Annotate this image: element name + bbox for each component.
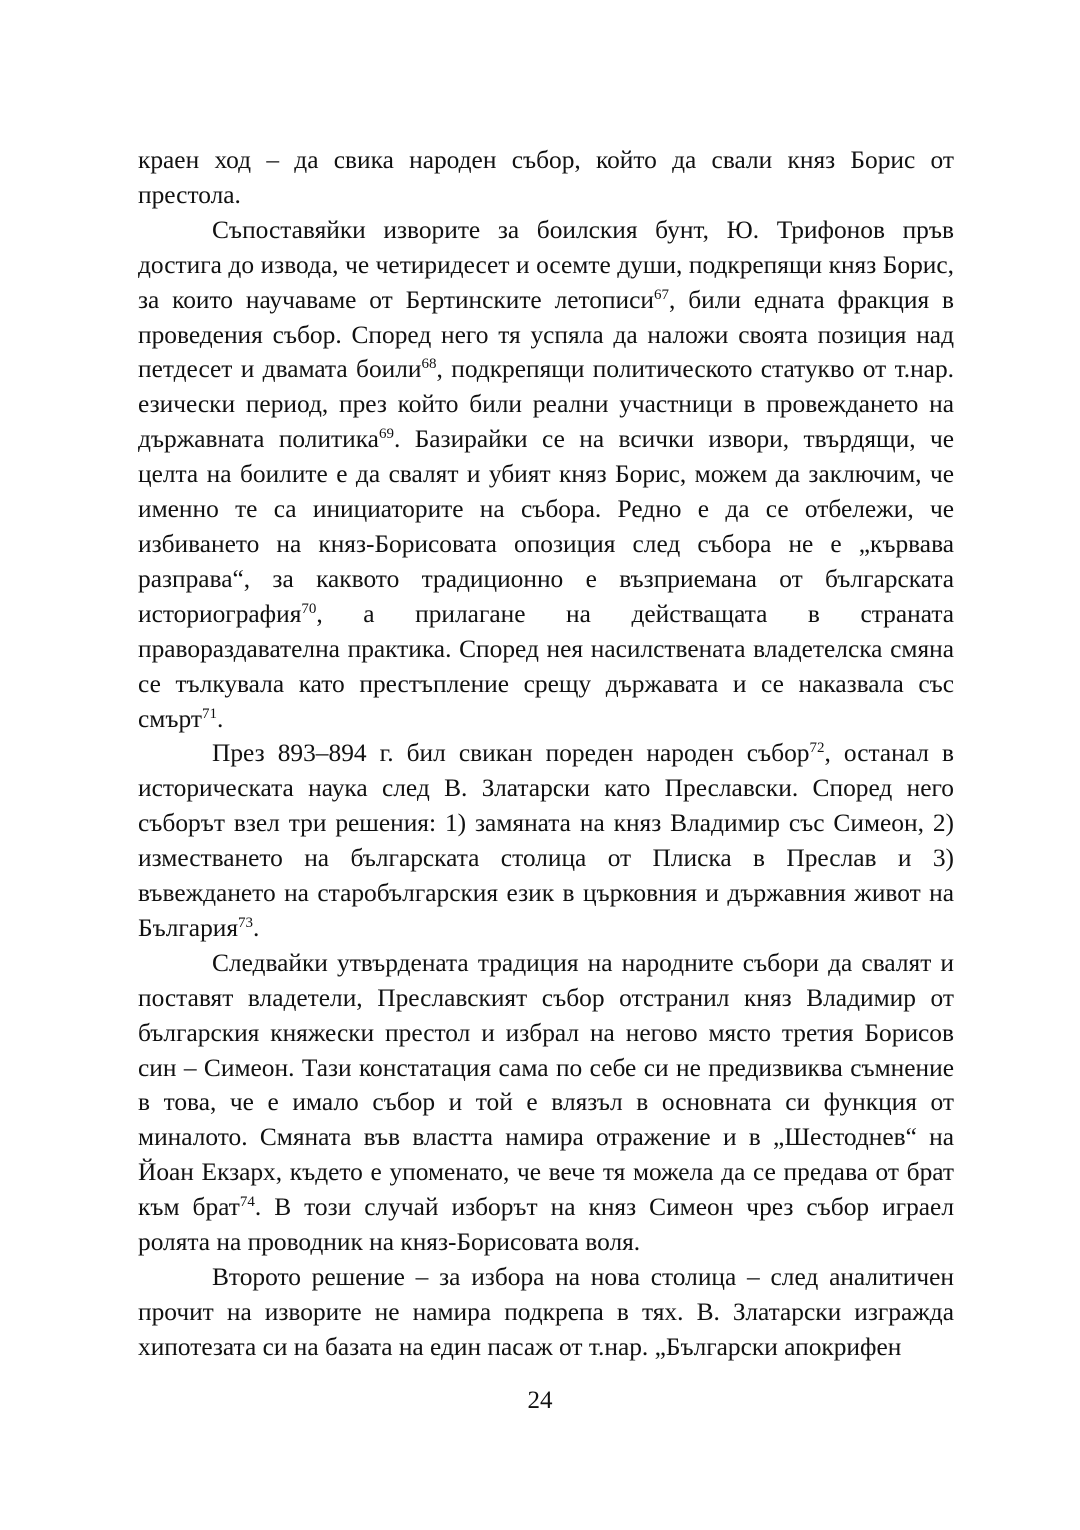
footnote-ref: 73 xyxy=(238,914,254,931)
paragraph xyxy=(138,213,954,737)
text-run: , останал в историческата наука след В. Златарски като Преславски. Според него съборът взел три решения: 1) замяната на княз Владимир със Симеон, 2) изместването на българската столица от Плиска в Преслав и 3) въвеждането на старобългарския език в църковния и държавния живот на България xyxy=(138,739,954,942)
paragraph xyxy=(138,736,954,945)
text-run: , били едната фракция в проведения събор. Според него тя успяла да наложи своята позиция над петдесет и двамата боили xyxy=(138,285,954,384)
footnote-ref: 68 xyxy=(421,356,437,373)
footnote-ref: 67 xyxy=(654,286,670,303)
text-run: През 893–894 г. бил свикан пореден народен събор xyxy=(212,739,810,768)
text-run: краен ход – да свика народен събор, който да свали княз Борис от престола. xyxy=(138,146,954,209)
paragraph xyxy=(138,1260,954,1365)
text-run: Второто решение – за избора на нова столица – след аналитичен прочит на изворите не намира подкрепа в тях. В. Златарски изгражда хипотезата си на базата на един пасаж от т.нар. „Български апокрифен xyxy=(138,1263,954,1361)
text-run: . В този случай изборът на княз Симеон чрез събор играел ролята на проводник на княз-Борисовата воля. xyxy=(138,1193,954,1257)
text-run: . Базирайки се на всички извори, твърдящи, че целта на боилите е да свалят и убият княз Борис, можем да заключим, че именно те са инициаторите на събора. Редно е да се отбележи, че избиването на княз-Борисовата опозиция след събора не е „кървава разправа“, за каквото традиционно е възприемана от българската историография xyxy=(138,425,954,628)
text-run: , а прилагане на действащата в страната правораздавателна практика. Според нея насилствената владетелска смяна се тълкувала като престъпление срещу държавата и се наказвала със смърт xyxy=(138,599,954,733)
page-number: 24 xyxy=(527,1387,553,1414)
text-run: , подкрепящи политическото статукво от т.нар. езически период, през който били реални участници в провеждането на държавната политика xyxy=(138,355,954,454)
footnote-ref: 69 xyxy=(378,426,394,443)
paragraph xyxy=(138,143,954,213)
text-run: Следвайки утвърдената традиция на народните събори да свалят и поставят владетели, Преславският събор отстранил княз Владимир от българския княжески престол и избрал на негово място третия Борисов син – Симеон. Тази констатация сама по себе си не предизвиква съмнение в това, че е имало събор и той е влязъл в основната си функция от миналото. Смяната във властта намира отражение и в „Шестоднев“ на Йоан Екзарх, където е упоменато, че вече тя можела да се предава от брат към брат xyxy=(138,948,954,1222)
text-run: . xyxy=(253,913,260,942)
body-text xyxy=(138,143,954,1365)
paragraph xyxy=(138,946,954,1260)
footnote-ref: 71 xyxy=(201,705,217,722)
footnote-ref: 70 xyxy=(301,600,317,617)
text-run: Съпоставяйки изворите за боилския бунт, Ю. Трифонов пръв достига до извода, че четиридесет и осемте души, подкрепящи княз Борис, за които научаваме от Бертинските летописи xyxy=(138,215,954,314)
footnote-ref: 72 xyxy=(809,740,825,757)
footnote-ref: 74 xyxy=(239,1194,255,1211)
text-run: . xyxy=(216,704,224,733)
